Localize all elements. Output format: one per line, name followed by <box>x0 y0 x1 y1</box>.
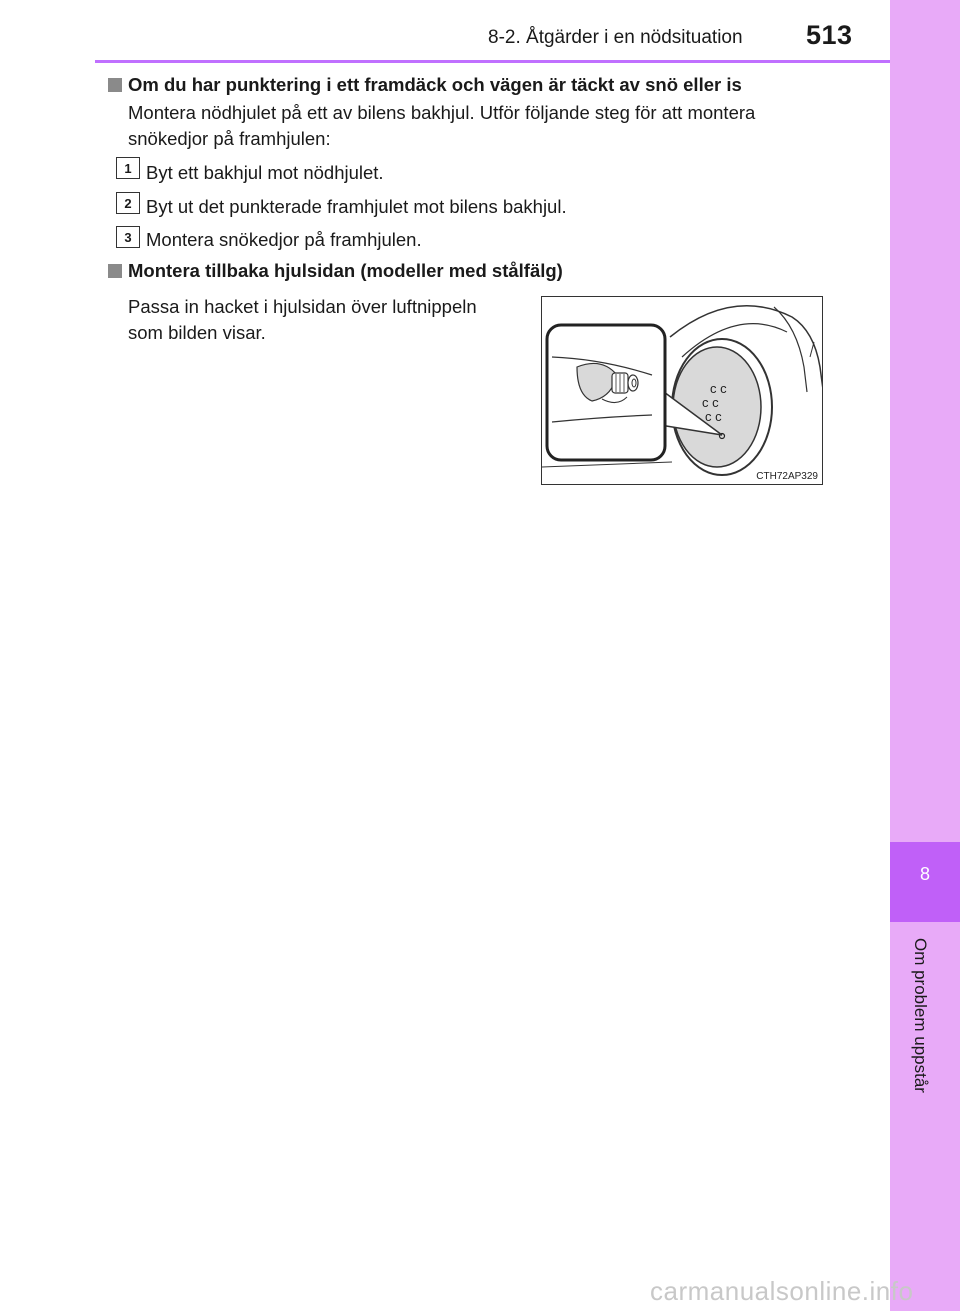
figure-code: CTH72AP329 <box>756 471 818 482</box>
section-title: 8-2. Åtgärder i en nödsituation <box>488 27 743 48</box>
side-tab-top <box>890 0 960 842</box>
svg-text:c c: c c <box>705 409 722 424</box>
step-text-3: Montera snökedjor på framhjulen. <box>146 229 422 250</box>
section2-heading: Montera tillbaka hjulsidan (modeller med stålfälg) <box>128 260 563 281</box>
step-number-1: 1 <box>116 157 140 179</box>
header-divider <box>95 60 890 63</box>
step-number-2: 2 <box>116 192 140 214</box>
bullet-square-icon <box>108 264 122 278</box>
hubcap-illustration-graphic <box>542 297 823 485</box>
step-text-2: Byt ut det punkterade framhjulet mot bilens bakhjul. <box>146 196 567 217</box>
bullet-square-icon <box>108 78 122 92</box>
section1-heading-row <box>108 74 742 96</box>
section2-body <box>128 294 477 346</box>
section1-intro <box>128 100 755 152</box>
section2-heading-row <box>108 260 563 282</box>
chapter-number: 8 <box>919 864 930 884</box>
section1-intro-line1: Montera nödhjulet på ett av bilens bakhjul. Utför följande steg för att montera <box>128 102 756 123</box>
svg-text:c c: c c <box>702 395 719 410</box>
section2-body-line1: Passa in hacket i hjulsidan över luftnippeln <box>128 296 477 317</box>
section2-body-line2: som bilden visar. <box>128 322 266 343</box>
svg-text:c c: c c <box>710 381 727 396</box>
step-number-3: 3 <box>116 226 140 248</box>
watermark: carmanualsonline.info <box>650 1276 914 1306</box>
chapter-title: Om problem uppstår <box>911 938 930 1093</box>
section1-heading: Om du har punktering i ett framdäck och vägen är täckt av snö eller is <box>128 74 742 95</box>
hubcap-valve-illustration <box>541 296 823 485</box>
page-number: 513 <box>806 20 853 50</box>
step-text-1: Byt ett bakhjul mot nödhjulet. <box>146 162 384 183</box>
section1-intro-line2: snökedjor på framhjulen: <box>128 128 331 149</box>
